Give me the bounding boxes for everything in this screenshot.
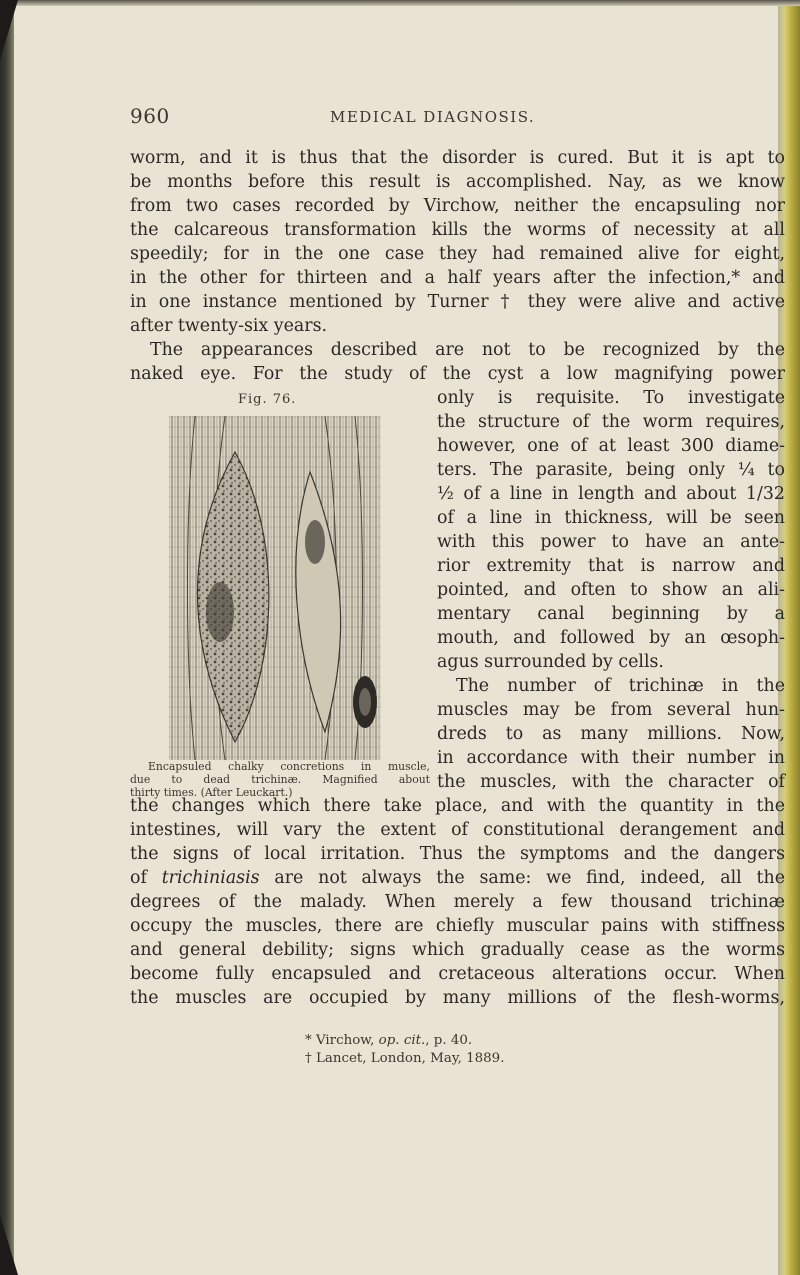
figure-caption-line: thirty times. (After Leuckart.) (130, 786, 293, 799)
body-line: the muscles, with the character of (437, 772, 785, 792)
body-line: only is requisite. To investigate (437, 388, 785, 408)
body-line: of a line in thickness, will be seen (437, 508, 785, 528)
body-line: the calcareous transformation kills the worms of necessity at all (130, 220, 785, 240)
figure-label: Fig. 76. (238, 392, 297, 407)
body-line: the signs of local irritation. Thus the symptoms and the dangers (130, 844, 785, 864)
body-line: pointed, and often to show an ali- (437, 580, 785, 600)
body-line: mouth, and followed by an œsoph- (437, 628, 785, 648)
body-line: The number of trichinæ in the (456, 676, 785, 696)
body-line: with this power to have an ante- (437, 532, 785, 552)
body-line: intestines, will vary the extent of constitutional derangement and (130, 820, 785, 840)
body-line: worm, and it is thus that the disorder is cured. But it is apt to (130, 148, 785, 168)
body-line: degrees of the malady. When merely a few thousand trichinæ (130, 892, 785, 912)
footnote-rest: , p. 40. (425, 1033, 473, 1048)
body-line: dreds to as many millions. Now, (437, 724, 785, 744)
scan-edge-left (0, 0, 14, 1275)
scan-corner-bottom (0, 1215, 18, 1275)
page-number: 960 (130, 104, 170, 128)
body-line: after twenty-six years. (130, 316, 328, 336)
footnote-text: Virchow, (315, 1033, 375, 1048)
footnote-italic: op. cit. (378, 1033, 426, 1048)
body-line: in the other for thirteen and a half years after the infection,* and (130, 268, 785, 288)
figure-illustration (165, 412, 385, 764)
body-line: however, one of at least 300 diame- (437, 436, 785, 456)
body-line: the structure of the worm requires, (437, 412, 785, 432)
body-line: and general debility; signs which gradually cease as the worms (130, 940, 785, 960)
body-line: be months before this result is accomplished. Nay, as we know (130, 172, 785, 192)
figure-caption-line: Encapsuled chalky concretions in muscle, (148, 760, 430, 773)
body-line: The appearances described are not to be recognized by the (150, 340, 785, 360)
footnote-mark: † (305, 1051, 312, 1066)
footnote-text: Lancet, London, May, 1889. (315, 1051, 505, 1066)
body-line: from two cases recorded by Virchow, neither the encapsuling nor (130, 196, 785, 216)
figure-caption-line: due to dead trichinæ. Magnified about (130, 773, 430, 786)
body-line: muscles may be from several hun- (437, 700, 785, 720)
body-line: in accordance with their number in (437, 748, 785, 768)
worm-body (305, 520, 325, 564)
scan-corner-top (0, 0, 18, 60)
body-line: become fully encapsuled and cretaceous alterations occur. When (130, 964, 785, 984)
running-title: MEDICAL DIAGNOSIS. (330, 108, 536, 126)
body-line (130, 866, 785, 890)
body-line: agus surrounded by cells. (437, 652, 664, 672)
body-line: ½ of a line in length and about 1/32 (437, 484, 785, 504)
footnote (305, 1050, 504, 1067)
body-line: rior extremity that is narrow and (437, 556, 785, 576)
body-line: ters. The parasite, being only ¼ to (437, 460, 785, 480)
footnote (305, 1032, 472, 1049)
body-line: the muscles are occupied by many millions of the flesh-worms, (130, 988, 785, 1008)
body-line: mentary canal beginning by a (437, 604, 785, 624)
body-line: in one instance mentioned by Turner † they were alive and active (130, 292, 785, 312)
scan-edge-top (0, 0, 800, 6)
italic-prefix: of (130, 868, 147, 888)
body-line: the changes which there take place, and with the quantity in the (130, 796, 785, 816)
body-line-rest: are not always the same: we find, indeed, all the (274, 868, 785, 888)
italic-term: trichiniasis (161, 868, 260, 888)
body-line: speedily; for in the one case they had remained alive for eight, (130, 244, 785, 264)
footnote-mark: * (305, 1033, 312, 1048)
body-line: naked eye. For the study of the cyst a low magnifying power (130, 364, 785, 384)
body-line: occupy the muscles, there are chiefly muscular pains with stiffness (130, 916, 785, 936)
